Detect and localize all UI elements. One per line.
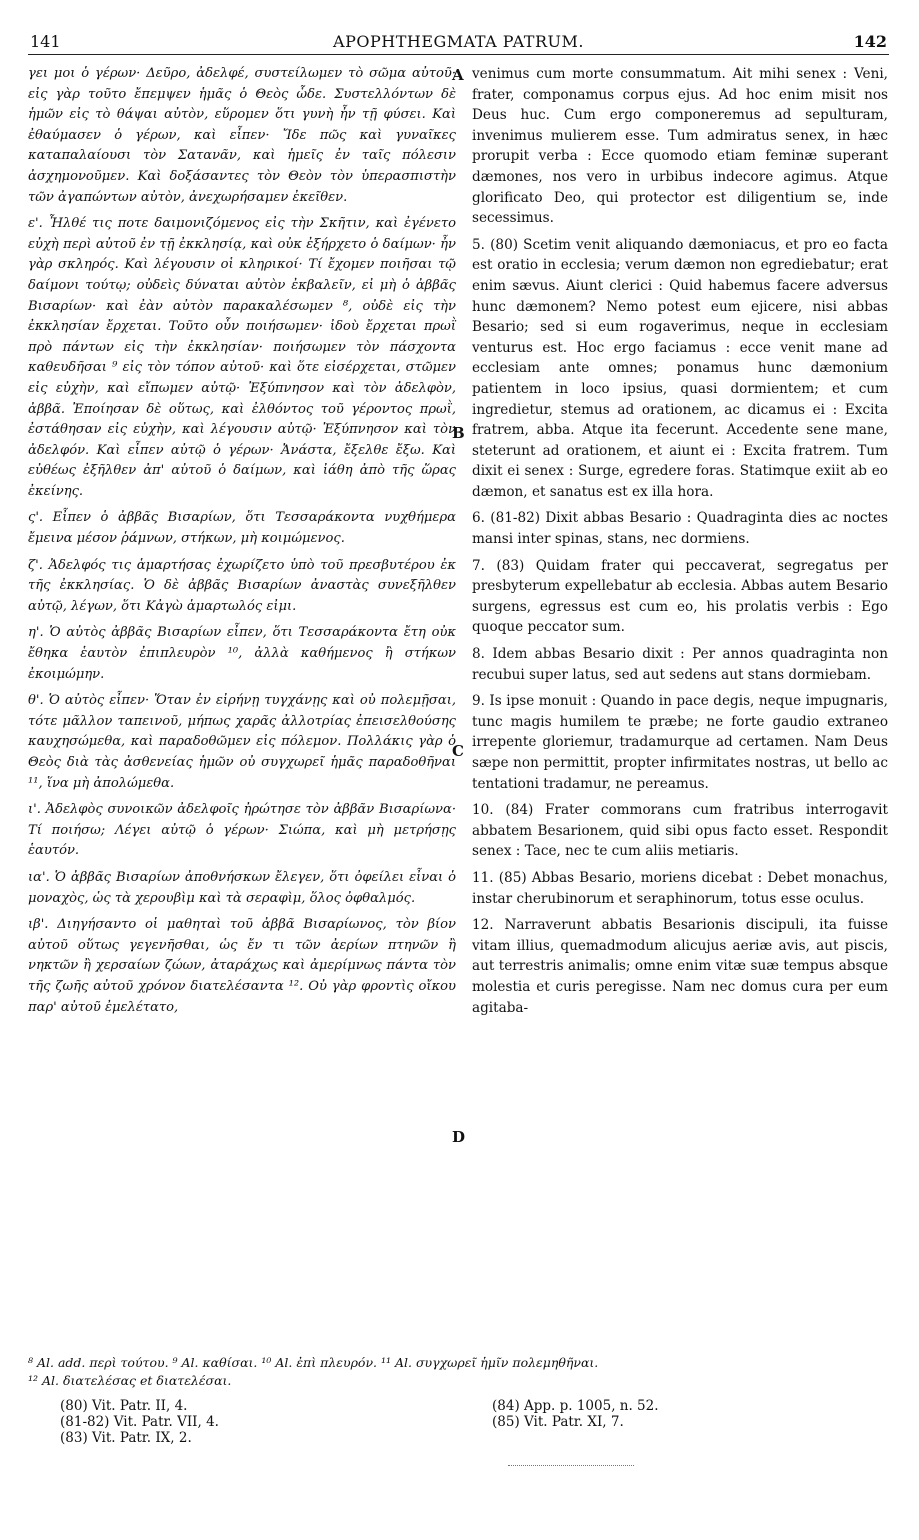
left-page-number: 141 — [30, 32, 61, 51]
margin-marker-b: B — [452, 424, 465, 442]
running-header — [28, 30, 889, 55]
source-ref: (81-82) Vit. Patr. VII, 4. — [60, 1414, 219, 1430]
running-title: APOPHTHEGMATA PATRUM. — [333, 32, 584, 51]
greek-paragraph: ζ'. Ἀδελφός τις ἁμαρτήσας ἐχωρίζετο ὑπὸ τοῦ πρεσβυτέρου ἐκ τῆς ἐκκλησίας. Ὁ δὲ ἀββᾶς Βισαρίων ἀναστὰς συνεξῆλθεν αὐτῷ, λέγων, ὅτι Κἀγὼ ἁμαρτωλός εἰμι. — [28, 557, 456, 614]
latin-paragraph: 10. (84) Frater commorans cum fratribus interrogavit abbatem Besarionem, quid sibi opus facto esset. Respondit senex : Tace, nec te cum aliis metiaris. — [472, 802, 888, 860]
greek-column — [28, 64, 456, 1024]
margin-marker-d: D — [452, 1128, 466, 1146]
margin-marker-a: A — [452, 66, 464, 84]
variant-footnotes — [28, 1354, 888, 1390]
right-page-number: 142 — [853, 32, 887, 51]
greek-paragraph: θ'. Ὁ αὐτὸς εἶπεν· Ὅταν ἐν εἰρήνῃ τυγχάνῃς καὶ οὐ πολεμῇσαι, τότε μᾶλλον ταπεινοῦ, μήπως χαρᾶς ἀλλοτρίας ἐπεισελθούσης καυχησώμεθα, καὶ παραδοθῶμεν εἰς πόλεμον. Πολλάκις γὰρ ὁ Θεὸς διὰ τὰς ἀσθενείας ἡμῶν οὐ συγχωρεῖ ἡμᾶς παραδοθῆναι ¹¹, ἵνα μὴ ἀπολώμεθα. — [28, 693, 456, 791]
footnote-line: ¹² Al. διατελέσας et διατελέσαι. — [28, 1373, 232, 1388]
source-ref: (80) Vit. Patr. II, 4. — [60, 1398, 188, 1414]
margin-marker-c: C — [452, 742, 464, 760]
latin-paragraph: 7. (83) Quidam frater qui peccaverat, segregatus per presbyterum expellebatur ab ecclesia. Abbas autem Besario surgens, egressus est cum eo, his prolatis verbis : Ego quoque peccator sum. — [472, 557, 888, 636]
greek-paragraph: ε'. Ἦλθέ τις ποτε δαιμονιζόμενος εἰς τὴν Σκῆτιν, καὶ ἐγένετο εὐχὴ περὶ αὐτοῦ ἐν τῇ ἐκκλησίᾳ, καὶ οὐκ ἐξήρχετο ὁ δαίμων· ἦν γὰρ σκληρός. Καὶ λέγουσιν οἱ κληρικοί· Τί ἔχομεν ποιῆσαι τῷ δαίμονι τούτῳ; οὐδεὶς δύναται αὐτὸν ἐκβαλεῖν, εἰ μὴ ὁ ἀββᾶς Βισαρίων· καὶ ἐὰν αὐτὸν παρακαλέσωμεν ⁸, οὐδὲ εἰς τὴν ἐκκλησίαν ἔρχεται. Τοῦτο οὖν ποιήσωμεν· ἰδοὺ ἔρχεται πρωῒ πρὸ πάντων εἰς τὴν ἐκκλησίαν· ποιήσωμεν τὸν πάσχοντα καθευδῆσαι ⁹ εἰς τὸν τόπον αὐτοῦ· καὶ ὅτε εἰσέρχεται, στῶμεν εἰς εὐχὴν, καὶ εἴπωμεν αὐτῷ· Ἐξύπνησον καὶ τὸν ἀδελφὸν, ἀββᾶ. Ἐποίησαν δὲ οὕτως, καὶ ἐλθόντος τοῦ γέροντος πρωῒ, ἐστάθησαν εἰς εὐχὴν, καὶ λέγουσιν αὐτῷ· Ἐξύπνησον καὶ τὸν ἀδελφόν. Καὶ εἶπεν αὐτῷ ὁ γέρων· Ἀνάστα, ἔξελθε ἔξω. Καὶ εὐθέως ἐξῆλθεν ἀπ' αὐτοῦ ὁ δαίμων, καὶ ἰάθη ἀπὸ τῆς ὥρας ἐκείνης. — [28, 216, 456, 499]
source-refs-left — [60, 1398, 219, 1446]
greek-paragraph: ς'. Εἶπεν ὁ ἀββᾶς Βισαρίων, ὅτι Τεσσαράκοντα νυχθήμερα ἔμεινα μέσον ῥάμνων, στήκων, μὴ κοιμώμενος. — [28, 510, 456, 547]
latin-paragraph: 6. (81-82) Dixit abbas Besario : Quadraginta dies ac noctes mansi inter spinas, stans, nec dormiens. — [472, 510, 888, 548]
latin-paragraph: 11. (85) Abbas Besario, moriens dicebat : Debet monachus, instar cherubinorum et seraphinorum, totus esse oculus. — [472, 869, 888, 907]
end-rule — [508, 1465, 634, 1466]
source-ref: (84) App. p. 1005, n. 52. — [492, 1398, 659, 1414]
latin-paragraph: 12. Narraverunt abbatis Besarionis discipuli, ita fuisse vitam illius, quemadmodum alicujus aeriæ avis, aut piscis, aut terrestris animalis; omne enim vitæ suæ tempus absque molestia et curis peregisse. Nam nec domus cura per eum agitaba- — [472, 917, 888, 1016]
source-ref: (85) Vit. Patr. XI, 7. — [492, 1414, 624, 1430]
source-refs-right — [492, 1398, 659, 1430]
source-ref: (83) Vit. Patr. IX, 2. — [60, 1430, 192, 1446]
greek-paragraph: ια'. Ὁ ἀββᾶς Βισαρίων ἀποθνήσκων ἔλεγεν, ὅτι ὀφείλει εἶναι ὁ μοναχὸς, ὡς τὰ χερουβὶμ καὶ τὰ σεραφὶμ, ὅλος ὀφθαλμός. — [28, 869, 456, 906]
latin-paragraph: 8. Idem abbas Besario dixit : Per annos quadraginta non recubui super latus, sed aut sedens aut stans dormiebam. — [472, 646, 888, 683]
footnote-line: ⁸ Al. add. περὶ τούτου. ⁹ Al. καθίσαι. ¹⁰ Al. ἐπὶ πλευρόν. ¹¹ Al. συγχωρεῖ ἡμῖν πολεμηθῆναι. — [28, 1355, 599, 1370]
latin-paragraph: 5. (80) Scetim venit aliquando dæmoniacus, et pro eo facta est oratio in ecclesia; verum dæmon non egrediebatur; erat enim sævus. Aiunt clerici : Quid habemus facere adversus hunc dæmonem? Nemo potest eum ejicere, nisi abbas Besario; sed si eum rogaverimus, neque in ecclesiam venturus est. Hoc ergo faciamus : ecce venit mane ad ecclesiam ante omnes; ponamus hunc dæmonium patientem in loco ipsius, quasi dormientem; et cum ingredietur, stemus ad orationem, ac dicamus ei : Excita fratrem, abba. Atque ita fecerunt. Accedente sene mane, steterunt ad orationem, et aiunt ei : Excita fratrem. Tum dixit ei senex : Surge, egredere foras. Statimque exiit ab eo dæmon, et sanatus est ex illa hora. — [472, 236, 888, 500]
latin-paragraph: venimus cum morte consummatum. Ait mihi senex : Veni, frater, componamus corpus ejus. Ad hoc enim misit nos Deus huc. Cum ergo componeremus ad sepulturam, invenimus mulierem esse. Tum admiratus senex, in hæc prorupit verba : Ecce quomodo etiam feminæ superant dæmones, nos vero in urbibus indecore agimus. Atque glorificato Deo, qui protector est diligentium se, inde secessimus. — [472, 66, 888, 227]
latin-column — [472, 64, 888, 1024]
greek-paragraph: γει μοι ὁ γέρων· Δεῦρο, ἀδελφέ, συστείλωμεν τὸ σῶμα αὐτοῦ· εἰς γὰρ τοῦτο ἔπεμψεν ἡμᾶς ὁ Θεὸς ὧδε. Συστελλόντων δὲ ἡμῶν εἰς τὸ θάψαι αὐτὸν, εὕρομεν ὅτι γυνὴ ἦν τῇ φύσει. Καὶ ἐθαύμασεν ὁ γέρων, καὶ εἶπεν· Ἴδε πῶς καὶ γυναῖκες καταπαλαίουσι τὸν Σατανᾶν, καὶ ἡμεῖς ἐν ταῖς πόλεσιν ἀσχημονοῦμεν. Καὶ δοξάσαντες τὸν Θεὸν τὸν ὑπερασπιστὴν τῶν ἀγαπώντων αὐτὸν, ἀνεχωρήσαμεν ἐκεῖθεν. — [28, 66, 456, 205]
greek-paragraph: η'. Ὁ αὐτὸς ἀββᾶς Βισαρίων εἶπεν, ὅτι Τεσσαράκοντα ἔτη οὐκ ἔθηκα ἑαυτὸν ἐπιπλευρὸν ¹⁰, ἀλλὰ καθήμενος ἢ στήκων ἐκοιμώμην. — [28, 625, 456, 682]
greek-paragraph: ιβ'. Διηγήσαντο οἱ μαθηταὶ τοῦ ἀββᾶ Βισαρίωνος, τὸν βίον αὐτοῦ οὕτως γεγενῆσθαι, ὡς ἔν τι τῶν ἀερίων πτηνῶν ἢ νηκτῶν ἢ χερσαίων ζώων, ἀταράχως καὶ ἀμερίμνως πάντα τὸν τῆς ζωῆς αὐτοῦ χρόνον διατελέσαντα ¹². Οὐ γὰρ φροντὶς οἴκου παρ' αὐτοῦ ἐμελέτατο, — [28, 917, 456, 1015]
greek-paragraph: ι'. Ἀδελφὸς συνοικῶν ἀδελφοῖς ἠρώτησε τὸν ἀββᾶν Βισαρίωνα· Τί ποιήσω; Λέγει αὐτῷ ὁ γέρων· Σιώπα, καὶ μὴ μετρήσῃς ἑαυτόν. — [28, 802, 456, 859]
latin-paragraph: 9. Is ipse monuit : Quando in pace degis, neque impugnaris, tunc magis humilem te præbe; ne forte gaudio extraneo irrepente gloriemur, tradamurque ad certamen. Nam Deus sæpe non permittit, propter infirmitates nostras, ut bello ac tentationi tradamur, ne pereamus. — [472, 693, 888, 792]
